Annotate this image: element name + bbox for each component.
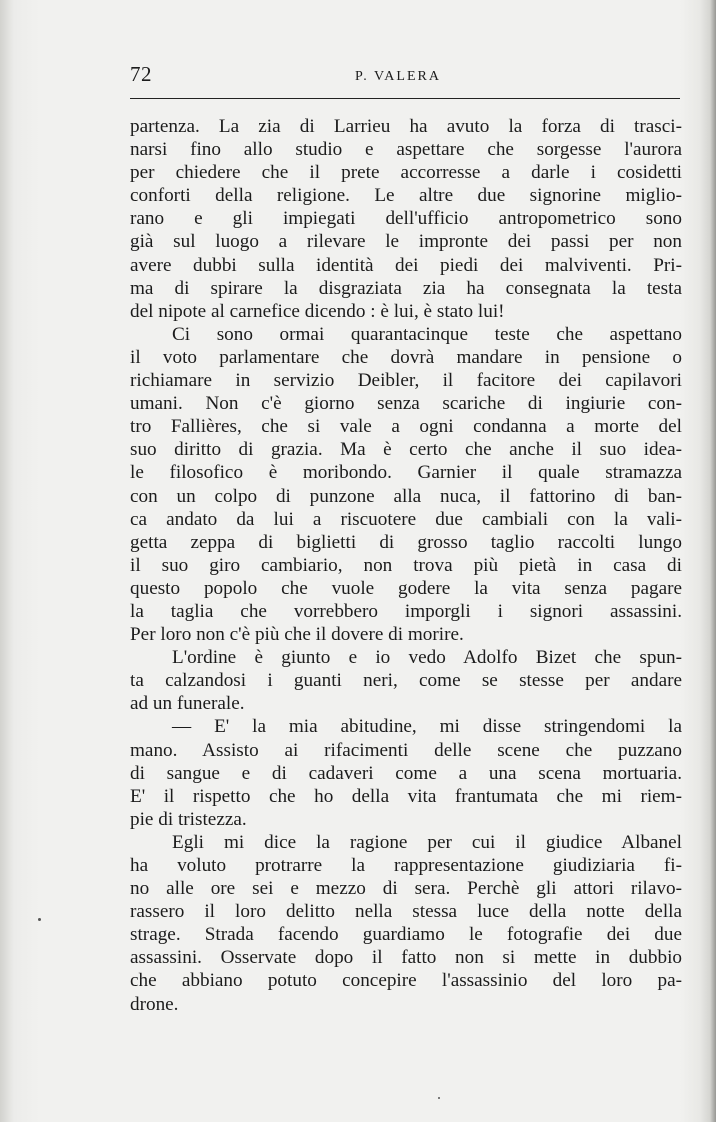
text-line: del nipote al carnefice dicendo : è lui, è stato lui! — [130, 300, 505, 322]
text-line: mano. Assisto ai rifacimenti delle scene che puzzano — [130, 739, 682, 761]
text-line: ma di spirare la disgraziata zia ha consegnata la testa — [130, 277, 682, 299]
text-line: drone. — [130, 993, 179, 1015]
page-header — [130, 62, 682, 96]
text-line: conforti della religione. Le altre due signorine miglio- — [130, 185, 682, 207]
text-line: già sul luogo a rilevare le impronte dei passi per non — [130, 231, 682, 253]
text-line: la taglia che vorrebbero imporgli i signori assassini. — [130, 600, 682, 622]
text-line: Per loro non c'è più che il dovere di morire. — [130, 624, 464, 646]
text-line: ha voluto protrarre la rappresentazione giudiziaria fi- — [130, 855, 682, 876]
text-line: tro Fallières, che si vale a ogni condanna a morte del — [130, 416, 682, 438]
text-line: umani. Non c'è giorno senza scariche di ingiurie con- — [130, 393, 682, 415]
page-edge-shadow — [710, 0, 716, 1122]
paper-speck — [438, 1097, 440, 1099]
text-line: assassini. Osservate dopo il fatto non si mette in dubbio — [130, 947, 682, 969]
text-line: narsi fino allo studio e aspettare che sorgesse l'aurora — [130, 139, 682, 161]
text-line: getta zeppa di biglietti di grosso taglio raccolti lungo — [130, 531, 682, 553]
text-line: per chiedere che il prete accorresse a darle i cosidetti — [130, 162, 682, 184]
text-line: rano e gli impiegati dell'ufficio antropometrico sono — [130, 208, 682, 230]
text-line: avere dubbi sulla identità dei piedi dei malviventi. Pri- — [130, 254, 682, 276]
text-line: Egli mi dice la ragione per cui il giudice Albanel — [172, 831, 682, 853]
text-line: no alle ore sei e mezzo di sera. Perchè gli attori rilavo- — [130, 878, 682, 900]
text-line: ad un funerale. — [130, 693, 245, 715]
text-line: il voto parlamentare che dovrà mandare in pensione o — [130, 346, 682, 368]
text-line: Ci sono ormai quarantacinque teste che aspettano — [172, 323, 682, 345]
header-rule — [130, 98, 680, 99]
text-line: ca andato da lui a riscuotere due cambiali con la vali- — [130, 508, 682, 530]
text-line: le filosofico è moribondo. Garnier il quale stramazza — [130, 462, 682, 484]
text-line: E' il rispetto che ho della vita frantumata che mi riem- — [130, 785, 682, 807]
text-line: con un colpo di punzone alla nuca, il fattorino di ban- — [130, 485, 682, 507]
running-head: P. VALERA — [355, 69, 441, 84]
text-line: strage. Strada facendo guardiamo le fotografie dei due — [130, 924, 682, 946]
text-line: il suo giro cambiario, non trova più pietà in casa di — [130, 554, 682, 576]
text-line: L'ordine è giunto e io vedo Adolfo Bizet che spun- — [172, 647, 682, 669]
text-line: — E' la mia abitudine, mi disse stringendomi la — [172, 716, 682, 738]
text-line: suo diritto di grazia. Ma è certo che anche il suo idea- — [130, 439, 682, 461]
text-line: pie di tristezza. — [130, 808, 247, 830]
paper-speck — [38, 918, 41, 921]
page-number: 72 — [130, 62, 152, 86]
text-line: partenza. La zia di Larrieu ha avuto la forza di trasci- — [130, 116, 682, 137]
text-line: ta calzandosi i guanti neri, come se stesse per andare — [130, 670, 682, 692]
text-line: che abbiano potuto concepire l'assassinio del loro pa- — [130, 970, 682, 992]
text-line: di sangue e di cadaveri come a una scena mortuaria. — [130, 762, 682, 784]
text-line: richiamare in servizio Deibler, il facitore dei capilavori — [130, 370, 682, 392]
text-line: rassero il loro delitto nella stessa luce della notte della — [130, 901, 682, 923]
text-line: questo popolo che vuole godere la vita senza pagare — [130, 577, 682, 599]
body-text — [130, 115, 682, 1016]
